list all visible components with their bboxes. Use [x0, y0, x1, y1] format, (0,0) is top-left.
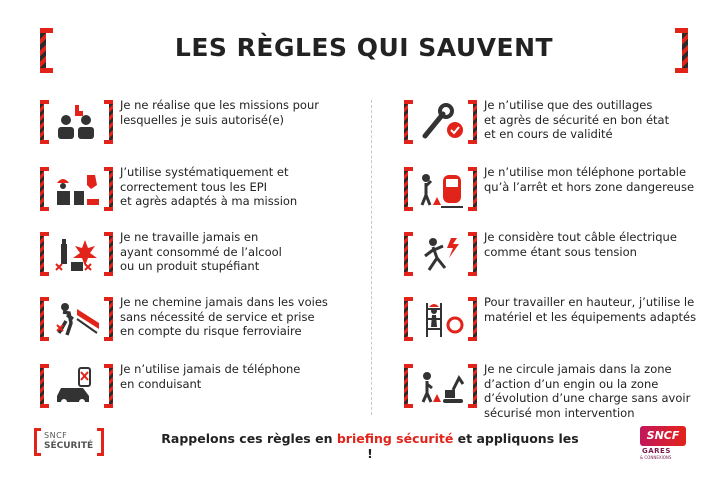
- tagline-highlight: briefing sécurité: [336, 431, 454, 446]
- no-walking-tracks-icon: [53, 299, 101, 339]
- rule-item: [404, 163, 728, 217]
- rule-text-line: et agrès de sécurité en bon état: [484, 112, 670, 127]
- rule-text-line: & CONNEXIONS: [640, 455, 672, 460]
- rule-text-line: Je ne chemine jamais dans les voies: [120, 295, 328, 309]
- rule-text-line: comme étant sous tension: [484, 244, 637, 259]
- no-phone-driving-icon: [53, 366, 101, 406]
- rule-text-line: et en cours de validité: [484, 127, 613, 141]
- sncf-securite-logo: [34, 428, 104, 456]
- tools-icon: [417, 102, 465, 142]
- rule-item: [404, 293, 728, 347]
- sncf-gares-logo: [640, 426, 690, 460]
- rule-item: [40, 163, 380, 217]
- rule-text-line: Je n’utilise mon téléphone portable: [484, 165, 687, 179]
- title-bracket-right-bottom: [675, 68, 688, 73]
- authorized-people-icon: [53, 102, 101, 142]
- rule-text-line: Rappelons ces règles en: [161, 431, 337, 446]
- rule-text-line: Je considère tout câble électrique: [484, 230, 677, 244]
- rule-item: [40, 293, 380, 347]
- rule-text-line: et appliquons les !: [367, 431, 579, 461]
- rule-text-line: J’utilise systématiquement et: [120, 165, 289, 179]
- rule-text-line: ayant consommé de l’alcool: [120, 244, 282, 259]
- rule-text-line: en conduisant: [120, 376, 202, 391]
- rule-item: [404, 228, 728, 282]
- machinery-zone-icon: [417, 366, 465, 406]
- rule-item: [404, 360, 728, 420]
- rule-text-line: lesquelles je suis autorisé(e): [120, 112, 285, 127]
- rule-text-line: et agrès adaptés à ma mission: [120, 194, 298, 208]
- rule-text-line: Je n’utilise jamais de téléphone: [120, 362, 301, 376]
- phone-train-icon: [417, 169, 465, 209]
- work-at-height-icon: [417, 299, 465, 339]
- rule-item: [40, 96, 380, 150]
- no-alcohol-drugs-icon: [53, 234, 101, 274]
- rule-item: [40, 228, 380, 282]
- footer-tagline: [160, 431, 580, 461]
- rule-text-line: matériel et les équipements adaptés: [484, 309, 697, 324]
- rule-text-line: ou un produit stupéfiant: [120, 259, 260, 273]
- rule-text-line: GARES: [642, 447, 671, 455]
- rule-text-line: qu’à l’arrêt et hors zone dangereuse: [484, 179, 695, 194]
- rule-text-line: SÉCURITÉ: [44, 441, 94, 451]
- rule-item: [404, 96, 728, 150]
- page-title: LES RÈGLES QUI SAUVENT: [174, 33, 554, 62]
- protective-equipment-icon: [53, 169, 101, 209]
- rule-text-line: Je ne réalise que les missions pour: [120, 98, 319, 112]
- rule-text-line: Pour travailler en hauteur, j’utilise le: [484, 295, 695, 309]
- rule-text-line: correctement tous les EPI: [120, 179, 268, 194]
- rule-text-line: sécurisé mon intervention: [484, 405, 635, 420]
- rule-item: [40, 360, 380, 414]
- rule-text-line: Je ne travaille jamais en: [120, 230, 259, 244]
- rule-text-line: Je ne circule jamais dans la zone: [484, 362, 672, 376]
- title-bracket-left-bottom: [40, 68, 53, 73]
- rule-text-line: sans nécessité de service et prise: [120, 309, 315, 324]
- electric-cable-icon: [417, 234, 465, 274]
- rule-text-line: en compte du risque ferroviaire: [120, 324, 302, 338]
- rule-text-line: SNCF: [44, 431, 68, 440]
- rule-text-line: d’évolution d’une charge sans avoir: [484, 391, 691, 405]
- rule-text-line: SNCF: [640, 426, 686, 446]
- rule-text-line: Je n’utilise que des outillages: [484, 98, 653, 112]
- rule-text-line: d’action d’un engin ou la zone: [484, 376, 659, 391]
